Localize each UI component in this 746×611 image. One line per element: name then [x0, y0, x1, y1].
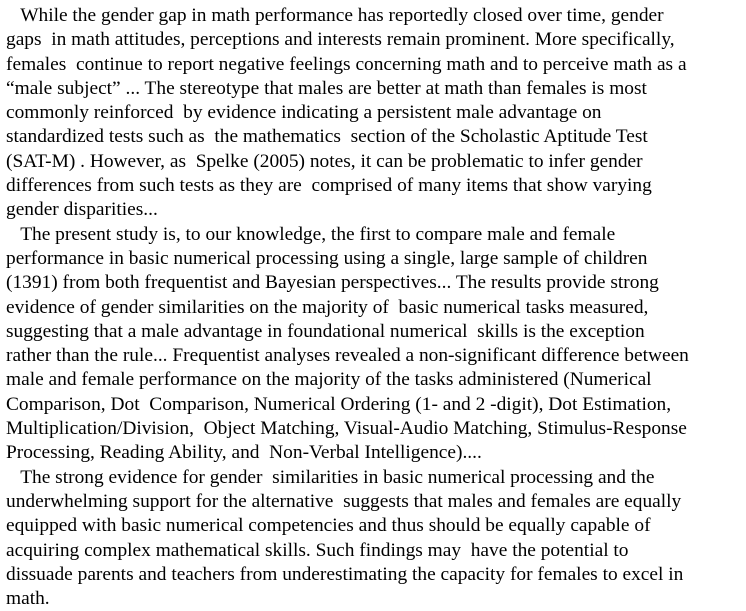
text-line: math.	[6, 588, 50, 610]
text-body	[6, 4, 740, 611]
text-line: females continue to report negative feelings concerning math and to perceive math as a	[6, 53, 687, 75]
text-line: The present study is, to our knowledge, the first to compare male and female	[6, 223, 616, 245]
text-line: dissuade parents and teachers from underestimating the capacity for females to excel in	[6, 563, 684, 585]
text-line: (SAT-M) . However, as Spelke (2005) notes, it can be problematic to infer gender	[6, 150, 643, 172]
text-line: male and female performance on the majority of the tasks administered (Numerical	[6, 369, 652, 391]
text-line: Comparison, Dot Comparison, Numerical Ordering (1- and 2 -digit), Dot Estimation,	[6, 393, 672, 415]
text-line: suggesting that a male advantage in foundational numerical skills is the exception	[6, 320, 645, 342]
text-line: standardized tests such as the mathematics section of the Scholastic Aptitude Test	[6, 126, 648, 148]
text-line: underwhelming support for the alternative suggests that males and females are equally	[6, 490, 682, 512]
text-line: acquiring complex mathematical skills. Such findings may have the potential to	[6, 539, 629, 561]
text-line: equipped with basic numerical competencies and thus should be equally capable of	[6, 515, 651, 537]
text-line: Processing, Reading Ability, and Non-Verbal Intelligence)....	[6, 442, 482, 464]
text-line: “male subject” ... The stereotype that males are better at math than females is most	[6, 77, 647, 99]
text-line: The strong evidence for gender similarities in basic numerical processing and the	[6, 466, 655, 488]
text-line: differences from such tests as they are comprised of many items that show varying	[6, 175, 652, 197]
text-line: rather than the rule... Frequentist analyses revealed a non-significant difference between	[6, 345, 689, 367]
text-line: commonly reinforced by evidence indicating a persistent male advantage on	[6, 102, 602, 124]
text-line: gender disparities...	[6, 199, 158, 221]
text-line: performance in basic numerical processing using a single, large sample of children	[6, 247, 648, 269]
text-line: (1391) from both frequentist and Bayesian perspectives... The results provide strong	[6, 272, 659, 294]
text-line: While the gender gap in math performance has reportedly closed over time, gender	[6, 5, 664, 26]
text-line: gaps in math attitudes, perceptions and interests remain prominent. More specifically,	[6, 29, 675, 51]
text-line: evidence of gender similarities on the majority of basic numerical tasks measured,	[6, 296, 649, 318]
text-line: Multiplication/Division, Object Matching, Visual-Audio Matching, Stimulus-Response	[6, 418, 687, 440]
